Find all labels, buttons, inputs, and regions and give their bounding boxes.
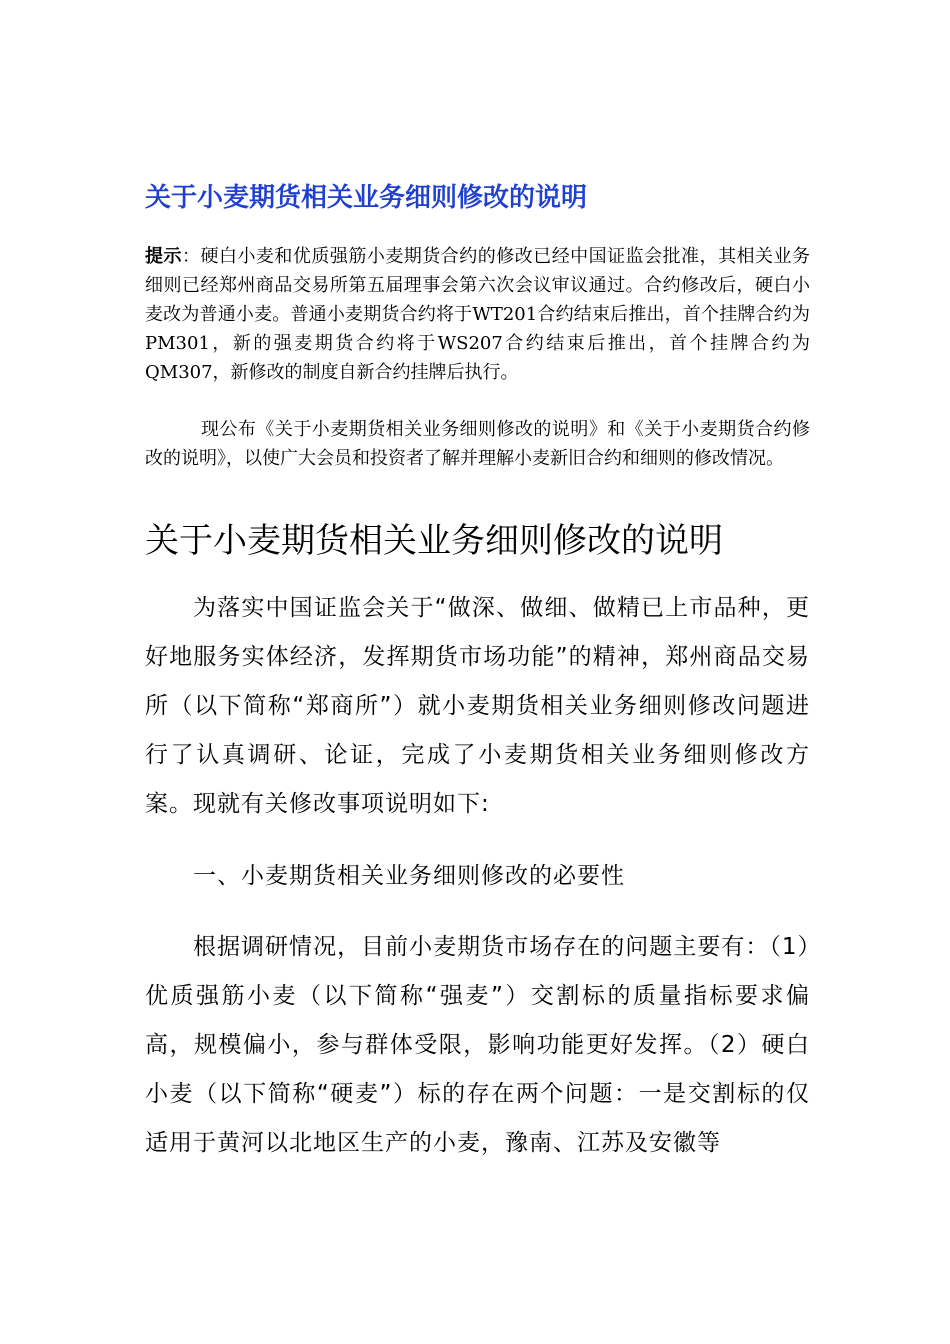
notice-paragraph (145, 242, 810, 387)
document-title: 关于小麦期货相关业务细则修改的说明 (145, 183, 588, 213)
article-title: 关于小麦期货相关业务细则修改的说明 (145, 521, 723, 561)
announcement-paragraph: 现公布《关于小麦期货相关业务细则修改的说明》和《关于小麦期货合约修改的说明》，以使广大会员和投资者了解并理解小麦新旧合约和细则的修改情况。 (145, 419, 810, 469)
notice-text: ：硬白小麦和优质强筋小麦期货合约的修改已经中国证监会批准，其相关业务细则已经郑州商品交易所第五届理事会第六次会议审议通过。合约修改后，硬白小麦改为普通小麦。普通小麦期货合约将于WT201合约结束后推出，首个挂牌合约为PM301，新的强麦期货合约将于WS207合约结束后推出，首个挂牌合约为QM307，新修改的制度自新合约挂牌后执行。 (145, 246, 811, 383)
notice-label: 提示 (145, 246, 182, 267)
intro-paragraph: 为落实中国证监会关于“做深、做细、做精已上市品种，更好地服务实体经济，发挥期货市场功能”的精神，郑州商品交易所（以下简称“郑商所”）就小麦期货相关业务细则修改问题进行了认真调研、论证，完成了小麦期货相关业务细则修改方案。现就有关修改事项说明如下: (145, 595, 810, 817)
section-body-paragraph: 根据调研情况，目前小麦期货市场存在的问题主要有：（1）优质强筋小麦（以下简称“强麦”）交割标的质量指标要求偏高，规模偏小，参与群体受限，影响功能更好发挥。（2）硬白小麦（以下简称“硬麦”）标的存在两个问题：一是交割标的仅适用于黄河以北地区生产的小麦，豫南、江苏及安徽等 (145, 934, 810, 1156)
section-heading: 一、小麦期货相关业务细则修改的必要性 (193, 863, 625, 889)
